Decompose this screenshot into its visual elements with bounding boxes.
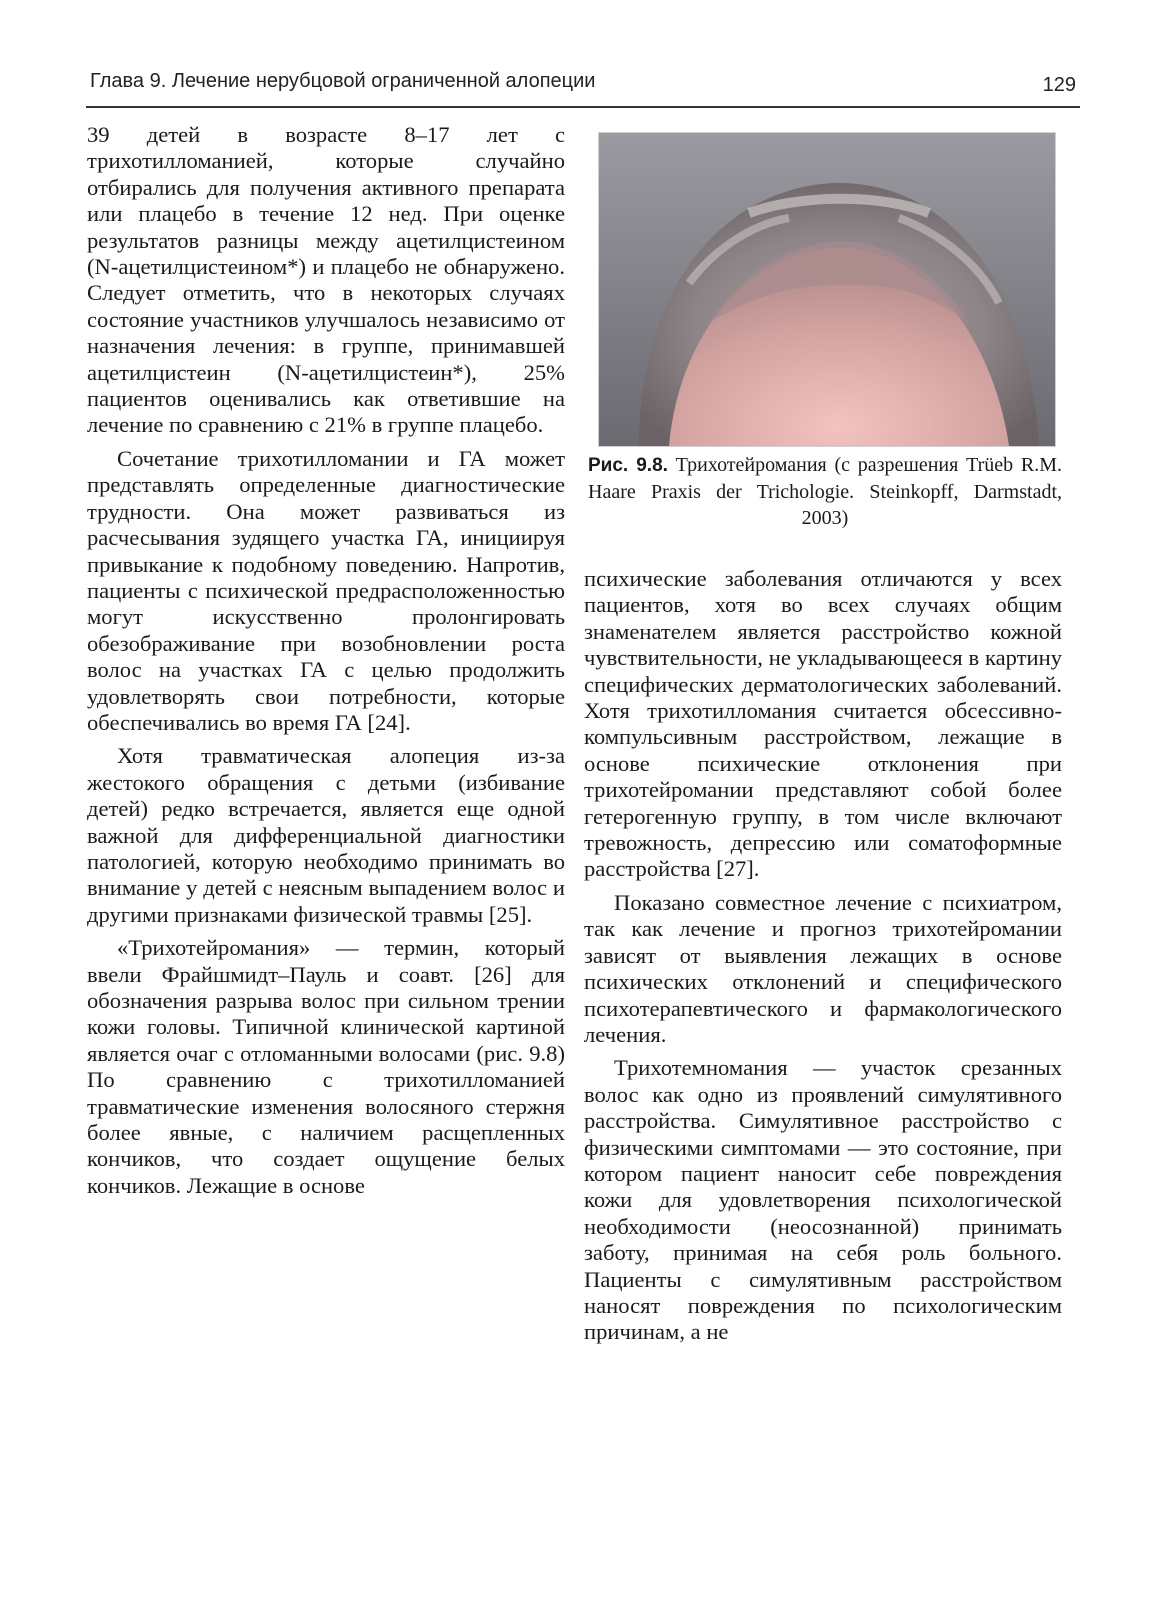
header-divider bbox=[86, 106, 1080, 108]
paragraph: Трихотемномания — участок срезанных волос как одно из проявлений симулятивного расстройства. Симулятивное расстройство с физическими симптомами — это состояние, при котором пациент наносит себе повреждения кожи для удовлетворения психологической необходимости (неосознанной) принимать заботу, принимая на себя роль больного. Пациенты с симулятивным расстройством наносят повреждения по психологическим причинам, а не bbox=[584, 1055, 1062, 1345]
figure-caption bbox=[588, 452, 1062, 531]
figure-photo bbox=[598, 132, 1056, 447]
paragraph: Сочетание трихотилломании и ГА может представлять определенные диагностические трудности. Она может развиваться из расчесывания зудящего участка ГА, инициируя привыкание к подобному поведению. Напротив, пациенты с психической предрасположенностью могут искусственно пролонгировать обезображивание при возобновлении роста волос на участках ГА с целью продолжить удовлетворять свои потребности, которые обеспечивались во время ГА [24]. bbox=[87, 445, 565, 735]
running-header bbox=[86, 68, 1080, 108]
right-text-column bbox=[584, 566, 1062, 1353]
chapter-title: Глава 9. Лечение нерубцовой ограниченной алопеции bbox=[90, 70, 596, 92]
left-text-column bbox=[87, 122, 565, 1206]
page-number: 129 bbox=[1042, 74, 1076, 96]
paragraph: Показано совместное лечение с психиатром, так как лечение и прогноз трихотейромании зависят от выявления лежащих в основе психических отклонений и специфического психотерапевтического и фармакологического лечения. bbox=[584, 889, 1062, 1047]
scalp-photo-image bbox=[599, 133, 1055, 446]
paragraph: Хотя травматическая алопеция из-за жестокого обращения с детьми (избивание детей) редко встречается, является еще одной важной для дифференциальной диагностики патологией, которую необходимо принимать во внимание у детей с неясным выпадением волос и другими признаками физической травмы [25]. bbox=[87, 743, 565, 927]
paragraph: 39 детей в возрасте 8–17 лет с трихотилломанией, которые случайно отбирались для получения активного препарата или плацебо в течение 12 нед. При оценке результатов разницы между ацетилцистеином (N-ацетилцистеином*) и плацебо не обнаружено. Следует отметить, что в некоторых случаях состояние участников улучшалось независимо от назначения лечения: в группе, принимавшей ацетилцистеин (N-ацетилцистеин*), 25% пациентов оценивались как ответившие на лечение по сравнению с 21% в группе плацебо. bbox=[87, 122, 565, 438]
paragraph: психические заболевания отличаются у всех пациентов, хотя во всех случаях общим знаменателем является расстройство кожной чувствительности, не укладывающееся в картину специфических дерматологических заболеваний. Хотя трихотилломания считается обсессивно-компульсивным расстройством, лежащие в основе психические отклонения при трихотейромании представляют собой более гетерогенную группу, в том числе включают тревожность, депрессию или соматоформные расстройства [27]. bbox=[584, 566, 1062, 882]
figure-label: Рис. 9.8. bbox=[588, 455, 668, 476]
paragraph: «Трихотейромания» — термин, который ввели Фрайшмидт–Пауль и соавт. [26] для обозначения разрыва волос при сильном трении кожи головы. Типичной клинической картиной является очаг с отломанными волосами (рис. 9.8) По сравнению с трихотилломанией травматические изменения волосяного стержня более явные, с наличием расщепленных кончиков, что создает ощущение белых кончиков. Лежащие в основе bbox=[87, 935, 565, 1198]
figure-caption-text: Трихотейромания (с разрешения Trüeb R.M. Haare Praxis der Trichologie. Steinkopff, Darmstadt, 2003) bbox=[588, 454, 1062, 529]
